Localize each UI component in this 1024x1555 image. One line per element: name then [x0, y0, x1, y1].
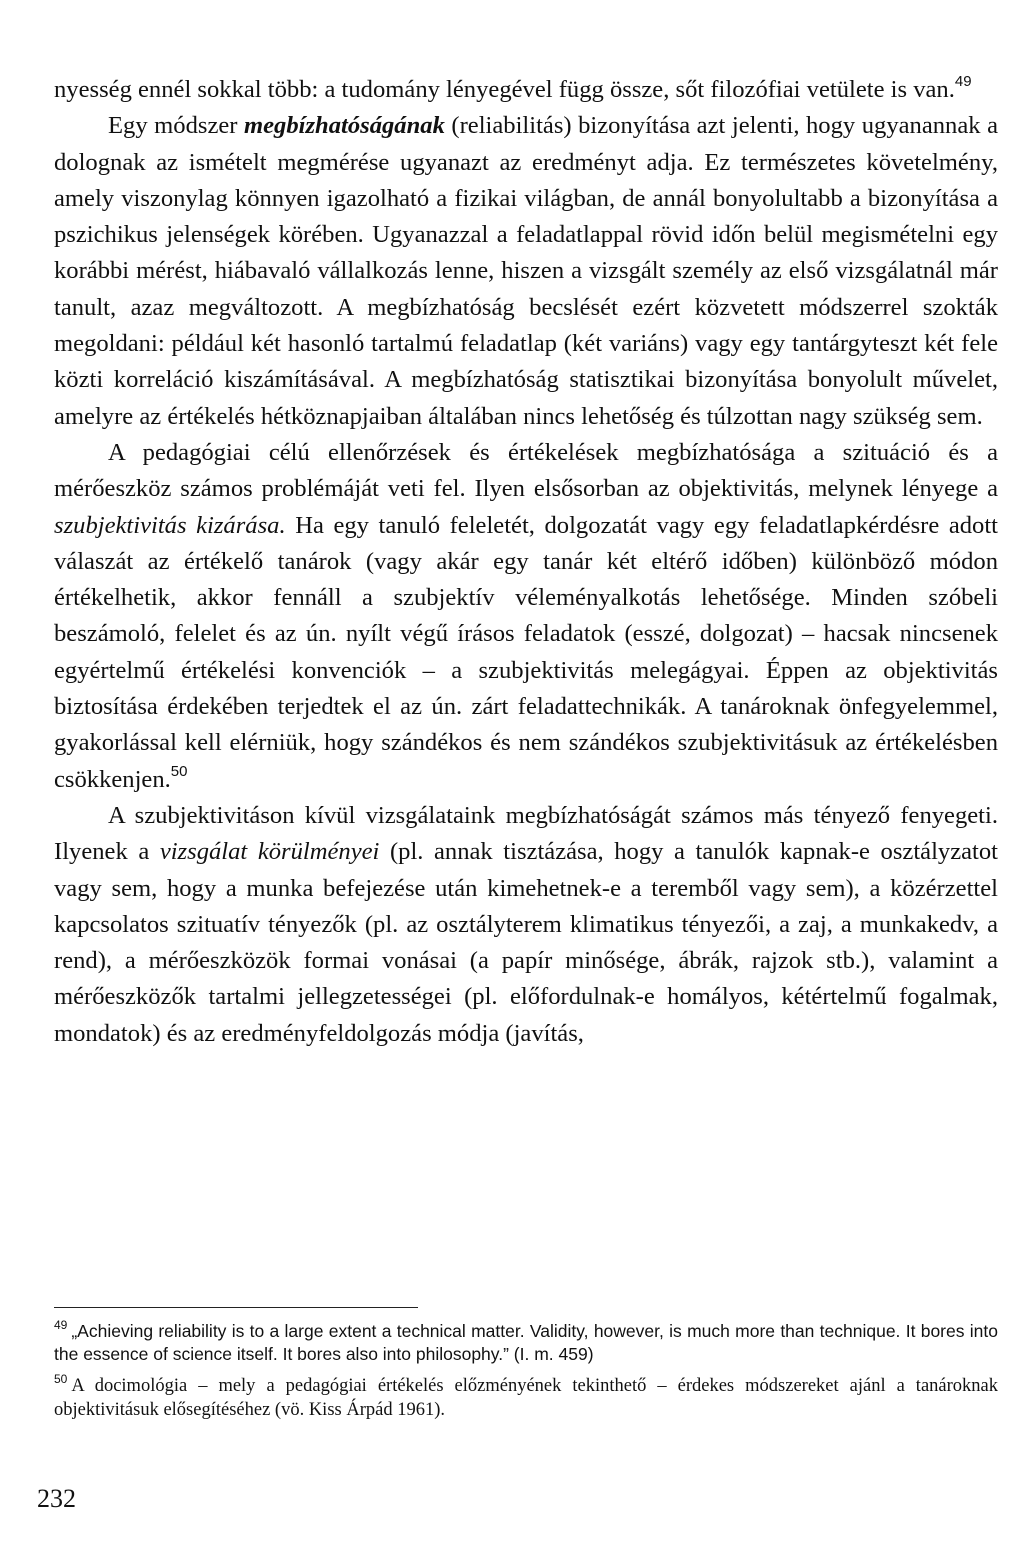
footnote-ref-50[interactable]: 50	[170, 762, 188, 780]
paragraph-3-before: A pedagógiai célú ellenőrzések és értékelések megbízhatósága a szituáció és a mérőeszköz számos problémáját veti fel. Ilyen elsősorban az objektivitás, melynek lényege a	[54, 438, 998, 503]
emphasis-reliability: megbízhatóságának	[244, 112, 445, 140]
main-text	[54, 72, 998, 1052]
paragraph-3-after: Ha egy tanuló feleletét, dolgozatát vagy egy feladatlapkérdésre adott válaszát az értékelő tanárok (vagy akár egy tanár két eltérő időben) különböző módon értékelhetik, akkor fennáll a szubjektív véleményalkotás lehetősége. Minden szóbeli beszámoló, felelet és az ún. nyílt végű írásos feladatok (esszé, dolgozat) – hacsak nincsenek egyértelmű értékelési konvenciók – a szubjektivitás melegágyai. Éppen az objektivitás biztosítása érdekében terjedtek el az ún. zárt feladattechnikák. A tanároknak önfegyelemmel, gyakorlással kell elérniük, hogy szándékos és nem szándékos szubjektivitásuk az értékelésben csökkenjen.	[54, 511, 998, 793]
paragraph-2	[54, 108, 998, 435]
paragraph-1	[54, 72, 998, 108]
paragraph-2-before: Egy módszer	[108, 112, 244, 140]
paragraph-2-after: (reliabilitás) bizonyítása azt jelenti, hogy ugyanannak a dolognak az ismételt megmérése ugyanazt az eredményt adja. Ez természetes követelmény, amely viszonylag könnyen igazolható a fizikai világban, de annál bonyolultabb a bizonyítása a pszichikus jelenségek körében. Ugyanazzal a feladatlappal rövid időn belül megismételni egy korábbi mérést, hiábavaló vállalkozás lenne, hiszen a vizsgált személy az első vizsgálatnál már tanult, azaz megváltozott. A megbízhatóság becslését ezért közvetett módszerrel szokták megoldani: például két hasonló tartalmú feladatlap (két variáns) vagy egy tantárgyteszt két fele közti korreláció kiszámításával. A megbízhatóság statisztikai bizonyítása bonyolult művelet, amelyre az értékelés hétköznapjaiban általában nincs lehetőség és túlzottan nagy szükség sem.	[54, 112, 998, 430]
footnote-text: „Achieving reliability is to a large extent a technical matter. Validity, however, is much more than technique. It bores into the essence of science itself. It bores also into philosophy.” (I. m. 459)	[54, 1321, 998, 1364]
paragraph-4-before: A szubjektivitáson kívül vizsgálataink megbízhatóságát számos más tényező fenyegeti. Ilyenek a	[54, 801, 998, 866]
footnote-number: 50	[54, 1372, 68, 1386]
paragraph-3	[54, 435, 998, 798]
paragraph-4	[54, 798, 998, 1052]
footnote-number: 49	[54, 1318, 68, 1332]
footnote-50	[54, 1374, 998, 1421]
emphasis-subjectivity: szubjektivitás kizárása.	[54, 511, 286, 539]
footnotes	[54, 1320, 998, 1421]
footnote-separator	[54, 1307, 418, 1308]
page-content	[54, 72, 998, 1052]
footnote-49	[54, 1320, 998, 1365]
emphasis-circumstances: vizsgálat körülményei	[159, 838, 380, 866]
paragraph-4-after: (pl. annak tisztázása, hogy a tanulók kapnak-e osztályzatot vagy sem, hogy a munka befejezése után kimehetnek-e a teremből vagy sem), a közérzettel kapcsolatos szituatív tényezők (pl. az osztályterem klimatikus tényezői, a zaj, a munkakedv, a rend), a mérőeszközök formai vonásai (a papír minősége, ábrák, rajzok stb.), valamint a mérőeszközők tartalmi jellegzetességei (pl. előfordulnak-e homályos, kétértelmű fogalmak, mondatok) és az eredményfeldolgozás módja (javítás,	[54, 838, 998, 1047]
footnote-text: A docimológia – mely a pedagógiai értékelés előzményének tekinthető – érdekes módszereket ajánl a tanároknak objektivitásuk elősegítéséhez (vö. Kiss Árpád 1961).	[54, 1376, 998, 1420]
paragraph-1-text: nyesség ennél sokkal több: a tudomány lényegével függ össze, sőt filozófiai vetülete is van.	[54, 76, 955, 103]
footnote-ref-49[interactable]: 49	[954, 73, 972, 90]
page-number: 232	[37, 1484, 76, 1513]
